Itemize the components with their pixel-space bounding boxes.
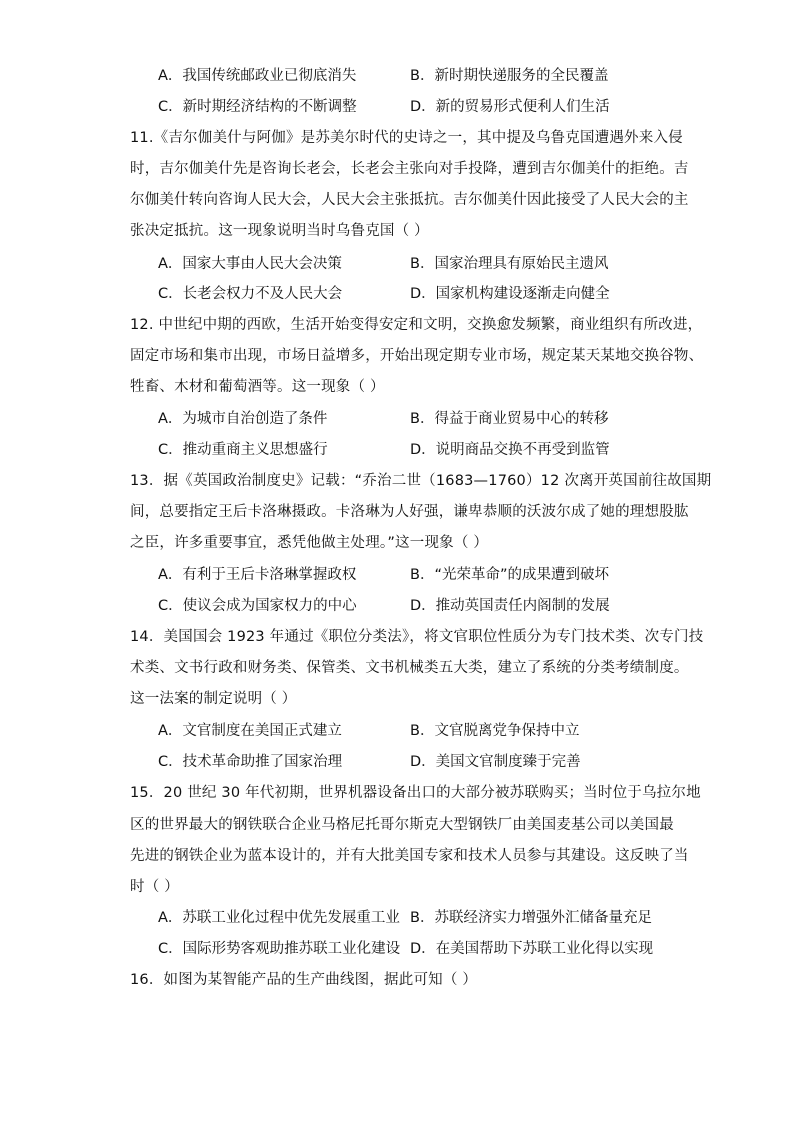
q12-option-row-1: [158, 409, 678, 429]
q14-stem-line-2: 术类、文书行政和财务类、保管类、文书机械类五大类，建立了系统的分类考绩制度。: [130, 660, 689, 676]
q10-option-row-2: [158, 97, 678, 117]
q13-stem-line-3: 之臣，许多重要事宜，悉凭他做主处理。”这一现象（ ）: [130, 535, 489, 551]
q12-option-a: A．为城市自治创造了条件: [158, 411, 328, 427]
q11-option-d: D．国家机构建设逐渐走向健全: [410, 286, 610, 302]
q12-stem-line-3: 牲畜、木材和葡萄酒等。这一现象（ ）: [130, 379, 385, 395]
q14-option-row-1: [158, 721, 678, 741]
q11-option-row-2: [158, 284, 678, 304]
q12-option-c: C．推动重商主义思想盛行: [158, 442, 328, 458]
q15-stem-line-1: 15．20 世纪 30 年代初期，世界机器设备出口的大部分被苏联购买；当时位于乌拉尔地: [130, 785, 701, 801]
q15-stem-line-2: 区的世界最大的钢铁联合企业马格尼托哥尔斯克大型钢铁厂由美国麦基公司以美国最: [130, 817, 674, 833]
q16-stem-line-1: 16．如图为某智能产品的生产曲线图，据此可知（ ）: [130, 972, 478, 988]
q13-option-row-1: [158, 565, 678, 585]
q11-stem-line-1: 11.《吉尔伽美什与阿伽》是苏美尔时代的史诗之一，其中提及乌鲁克国遭遇外来入侵: [130, 130, 683, 146]
q11-option-b: B．国家治理具有原始民主遗风: [410, 256, 609, 272]
q14-stem-line-3: 这一法案的制定说明（ ）: [130, 691, 297, 707]
q11-stem-line-2: 时，吉尔伽美什先是咨询长老会，长老会主张向对手投降，遭到吉尔伽美什的拒绝。吉: [130, 161, 689, 177]
q13-option-c: C．使议会成为国家权力的中心: [158, 598, 357, 614]
q10-option-c: C．新时期经济结构的不断调整: [158, 99, 357, 115]
q15-option-a: A．苏联工业化过程中优先发展重工业: [158, 910, 400, 926]
q15-option-row-2: [158, 939, 678, 959]
q14-option-c: C．技术革命助推了国家治理: [158, 754, 343, 770]
q12-option-b: B．得益于商业贸易中心的转移: [410, 411, 609, 427]
q14-option-d: D．美国文官制度臻于完善: [410, 754, 581, 770]
q14-stem-line-1: 14．美国国会 1923 年通过《职位分类法》，将文官职位性质分为专门技术类、次专门技: [130, 629, 704, 645]
q15-option-c: C．国际形势客观助推苏联工业化建设: [158, 941, 401, 957]
q15-stem-line-4: 时（ ）: [130, 879, 179, 895]
q13-stem-line-1: 13．据《英国政治制度史》记载：“乔治二世（1683—1760）12 次离开英国前往故国期: [130, 473, 712, 489]
q13-option-d: D．推动英国责任内阁制的发展: [410, 598, 610, 614]
q14-option-b: B．文官脱离党争保持中立: [410, 723, 580, 739]
q15-option-b: B．苏联经济实力增强外汇储备量充足: [410, 910, 652, 926]
q10-option-row-1: [158, 66, 678, 86]
q13-option-a: A．有利于王后卡洛琳掌握政权: [158, 567, 357, 583]
q13-option-row-2: [158, 596, 678, 616]
q10-option-b: B．新时期快递服务的全民覆盖: [410, 68, 609, 84]
q14-option-a: A．文官制度在美国正式建立: [158, 723, 342, 739]
q13-stem-line-2: 间，总要指定王后卡洛琳摄政。卡洛琳为人好强，谦卑恭顺的沃波尔成了她的理想股肱: [130, 504, 689, 520]
q11-stem-line-4: 张决定抵抗。这一现象说明当时乌鲁克国（ ）: [130, 223, 429, 239]
q12-option-d: D．说明商品交换不再受到监管: [410, 442, 610, 458]
q11-option-c: C．长老会权力不及人民大会: [158, 286, 343, 302]
q10-option-d: D．新的贸易形式便利人们生活: [410, 99, 610, 115]
q12-stem-line-1: 12. 中世纪中期的西欧，生活开始变得安定和文明，交换愈发频繁，商业组织有所改进，: [130, 317, 703, 333]
q15-stem-line-3: 先进的钢铁企业为蓝本设计的，并有大批美国专家和技术人员参与其建设。这反映了当: [130, 848, 689, 864]
q14-option-row-2: [158, 752, 678, 772]
q10-option-a: A．我国传统邮政业已彻底消失: [158, 68, 357, 84]
q15-option-d: D．在美国帮助下苏联工业化得以实现: [410, 941, 654, 957]
q13-option-b: B．“光荣革命”的成果遭到破坏: [410, 567, 609, 583]
q11-option-a: A．国家大事由人民大会决策: [158, 256, 342, 272]
q11-option-row-1: [158, 254, 678, 274]
q12-stem-line-2: 固定市场和集市出现，市场日益增多，开始出现定期专业市场，规定某天某地交换谷物、: [130, 348, 704, 364]
q11-stem-line-3: 尔伽美什转向咨询人民大会，人民大会主张抵抗。吉尔伽美什因此接受了人民大会的主: [130, 192, 689, 208]
q15-option-row-1: [158, 908, 678, 928]
q12-option-row-2: [158, 440, 678, 460]
